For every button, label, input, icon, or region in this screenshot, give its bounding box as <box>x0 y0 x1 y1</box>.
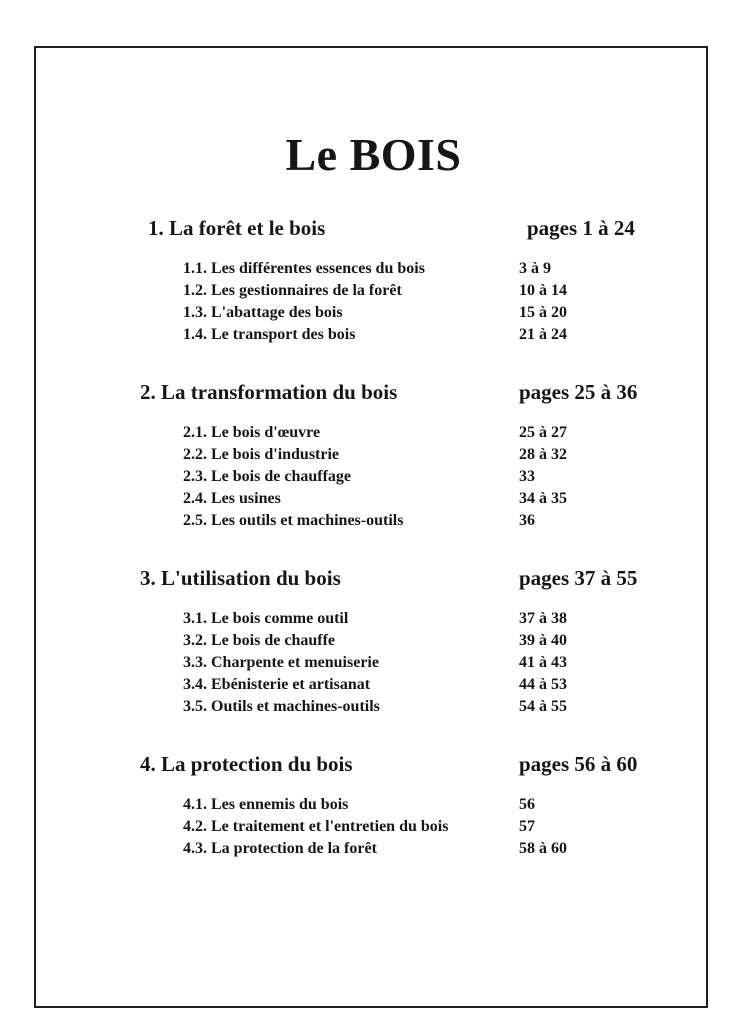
toc-item-pages: 41 à 43 <box>519 654 567 671</box>
section-pages: pages 1 à 24 <box>527 216 635 240</box>
toc-item-pages: 34 à 35 <box>519 490 567 507</box>
document-title: Le BOIS <box>285 129 462 180</box>
toc-item-pages: 56 <box>519 796 535 813</box>
toc-item-label: 1.1. Les différentes essences du bois <box>183 260 425 277</box>
toc-item-label: 3.3. Charpente et menuiserie <box>183 654 379 671</box>
toc-item-label: 3.5. Outils et machines-outils <box>183 698 380 715</box>
toc-item-pages: 21 à 24 <box>519 326 567 343</box>
toc-item-label: 1.3. L'abattage des bois <box>183 304 343 321</box>
section-pages: pages 37 à 55 <box>519 566 638 590</box>
section-pages: pages 56 à 60 <box>519 752 638 776</box>
toc-item-pages: 25 à 27 <box>519 424 567 441</box>
toc-item-label: 2.2. Le bois d'industrie <box>183 446 340 463</box>
toc-item-pages: 36 <box>519 512 535 529</box>
toc-item-label: 2.4. Les usines <box>183 490 281 507</box>
toc-item-label: 3.4. Ebénisterie et artisanat <box>183 676 371 693</box>
toc-item-label: 4.3. La protection de la forêt <box>183 840 377 857</box>
toc-item-pages: 58 à 60 <box>519 840 567 857</box>
section-pages: pages 25 à 36 <box>519 380 638 404</box>
toc-item-label: 4.1. Les ennemis du bois <box>183 796 349 813</box>
toc-item-pages: 44 à 53 <box>519 676 567 693</box>
toc-item-label: 2.3. Le bois de chauffage <box>183 468 351 485</box>
toc-item-label: 1.2. Les gestionnaires de la forêt <box>183 282 402 299</box>
toc-item-pages: 37 à 38 <box>519 610 567 627</box>
toc-item-label: 2.5. Les outils et machines-outils <box>183 512 404 529</box>
toc-item-pages: 39 à 40 <box>519 632 567 649</box>
toc-item-pages: 54 à 55 <box>519 698 567 715</box>
section-title: 2. La transformation du bois <box>140 380 398 404</box>
toc-item-label: 4.2. Le traitement et l'entretien du bois <box>183 818 449 835</box>
section-title: 3. L'utilisation du bois <box>140 566 341 590</box>
toc-item-label: 2.1. Le bois d'œuvre <box>183 424 321 441</box>
toc-item-label: 3.2. Le bois de chauffe <box>183 632 335 649</box>
toc-item-label: 3.1. Le bois comme outil <box>183 610 349 627</box>
section-title: 1. La forêt et le bois <box>148 216 326 240</box>
toc-item-pages: 10 à 14 <box>519 282 567 299</box>
toc-item-pages: 57 <box>519 818 535 835</box>
toc-item-pages: 3 à 9 <box>519 260 551 277</box>
toc-item-label: 1.4. Le transport des bois <box>183 326 356 343</box>
toc-item-pages: 33 <box>519 468 535 485</box>
section-title: 4. La protection du bois <box>140 752 353 776</box>
toc-item-pages: 28 à 32 <box>519 446 567 463</box>
toc-item-pages: 15 à 20 <box>519 304 567 321</box>
